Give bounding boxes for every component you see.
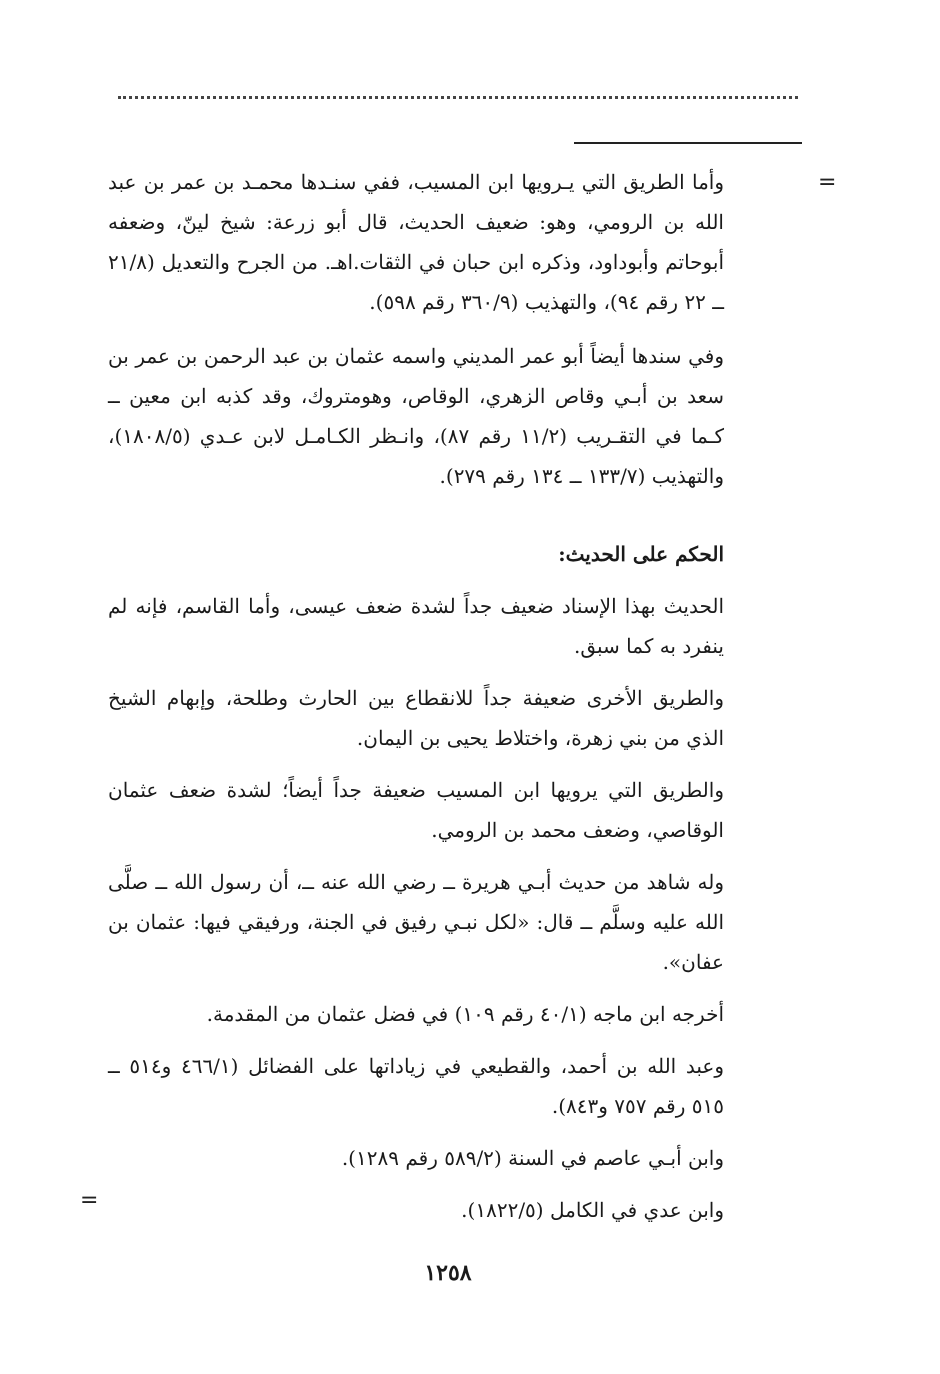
- footnotes-block: [108, 162, 724, 510]
- text-paragraph: والطريق الأخرى ضعيفة جداً للانقطاع بين الحارث وطلحة، وإبهام الشيخ الذي من بني زهرة، واختلاط يحيى بن اليمان.: [108, 686, 724, 750]
- footnote-rule: [574, 142, 802, 144]
- text-paragraph: والطريق التي يرويها ابن المسيب ضعيفة جداً أيضاً؛ لشدة ضعف عثمان الوقاصي، وضعف محمد بن الرومي.: [108, 778, 724, 842]
- continuation-mark-top: =: [818, 170, 837, 195]
- dotted-separator: [118, 96, 798, 99]
- footnote-paragraph: وأما الطريق التي يـرويها ابن المسيب، ففي سنـدها محمـد بن عمر بن عبد الله بن الرومي، وهو: ضعيف الحديث، قال أبو زرعة: شيخ لينّ، وضعفه أبوحاتم وأبوداود، وذكره ابن حبان في الثقات.اهـ. من الجرح والتعديل (٢١/٨ ــ ٢٢ رقم ٩٤)، والتهذيب (٣٦٠/٩ رقم ٥٩٨).: [108, 170, 724, 314]
- text-paragraph: وابن عدي في الكامل (١٨٢٢/٥).: [461, 1198, 724, 1222]
- continuation-mark-bottom: =: [80, 1188, 99, 1213]
- page-number: ١٢٥٨: [424, 1260, 472, 1286]
- main-text-block: [108, 534, 724, 1242]
- text-paragraph: وله شاهد من حديث أبـي هريرة ــ رضي الله عنه ــ، أن رسول الله ــ صلَّى الله عليه وسلَّم ــ قال: «لكل نبـي رفيق في الجنة، ورفيقي فيها: عثمان بن عفان».: [108, 870, 724, 974]
- text-paragraph: وعبد الله بن أحمد، والقطيعي في زياداتها على الفضائل (٤٦٦/١ و٥١٤ ــ ٥١٥ رقم ٧٥٧ و٨٤٣).: [108, 1054, 725, 1118]
- text-paragraph: أخرجه ابن ماجه (٤٠/١ رقم ١٠٩) في فضل عثمان من المقدمة.: [206, 1002, 724, 1026]
- text-paragraph: وابن أبـي عاصم في السنة (٥٨٩/٢ رقم ١٢٨٩).: [341, 1146, 724, 1170]
- section-heading: الحكم على الحديث:: [558, 542, 724, 566]
- footnote-paragraph: وفي سندها أيضاً أبو عمر المديني واسمه عثمان بن عبد الرحمن بن عمر بن سعد بن أبـي وقاص الزهري، الوقاص، وهومتروك، وقد كذبه ابن معين ــ كـما في التقـريب (١١/٢ رقم ٨٧)، وانـظر الكـامـل لابن عـدي (١٨٠٨/٥)، والتهذيب (١٣٣/٧ ــ ١٣٤ رقم ٢٧٩).: [108, 344, 724, 488]
- text-paragraph: الحديث بهذا الإسناد ضعيف جداً لشدة ضعف عيسى، وأما القاسم، فإنه لم ينفرد به كما سبق.: [108, 594, 724, 658]
